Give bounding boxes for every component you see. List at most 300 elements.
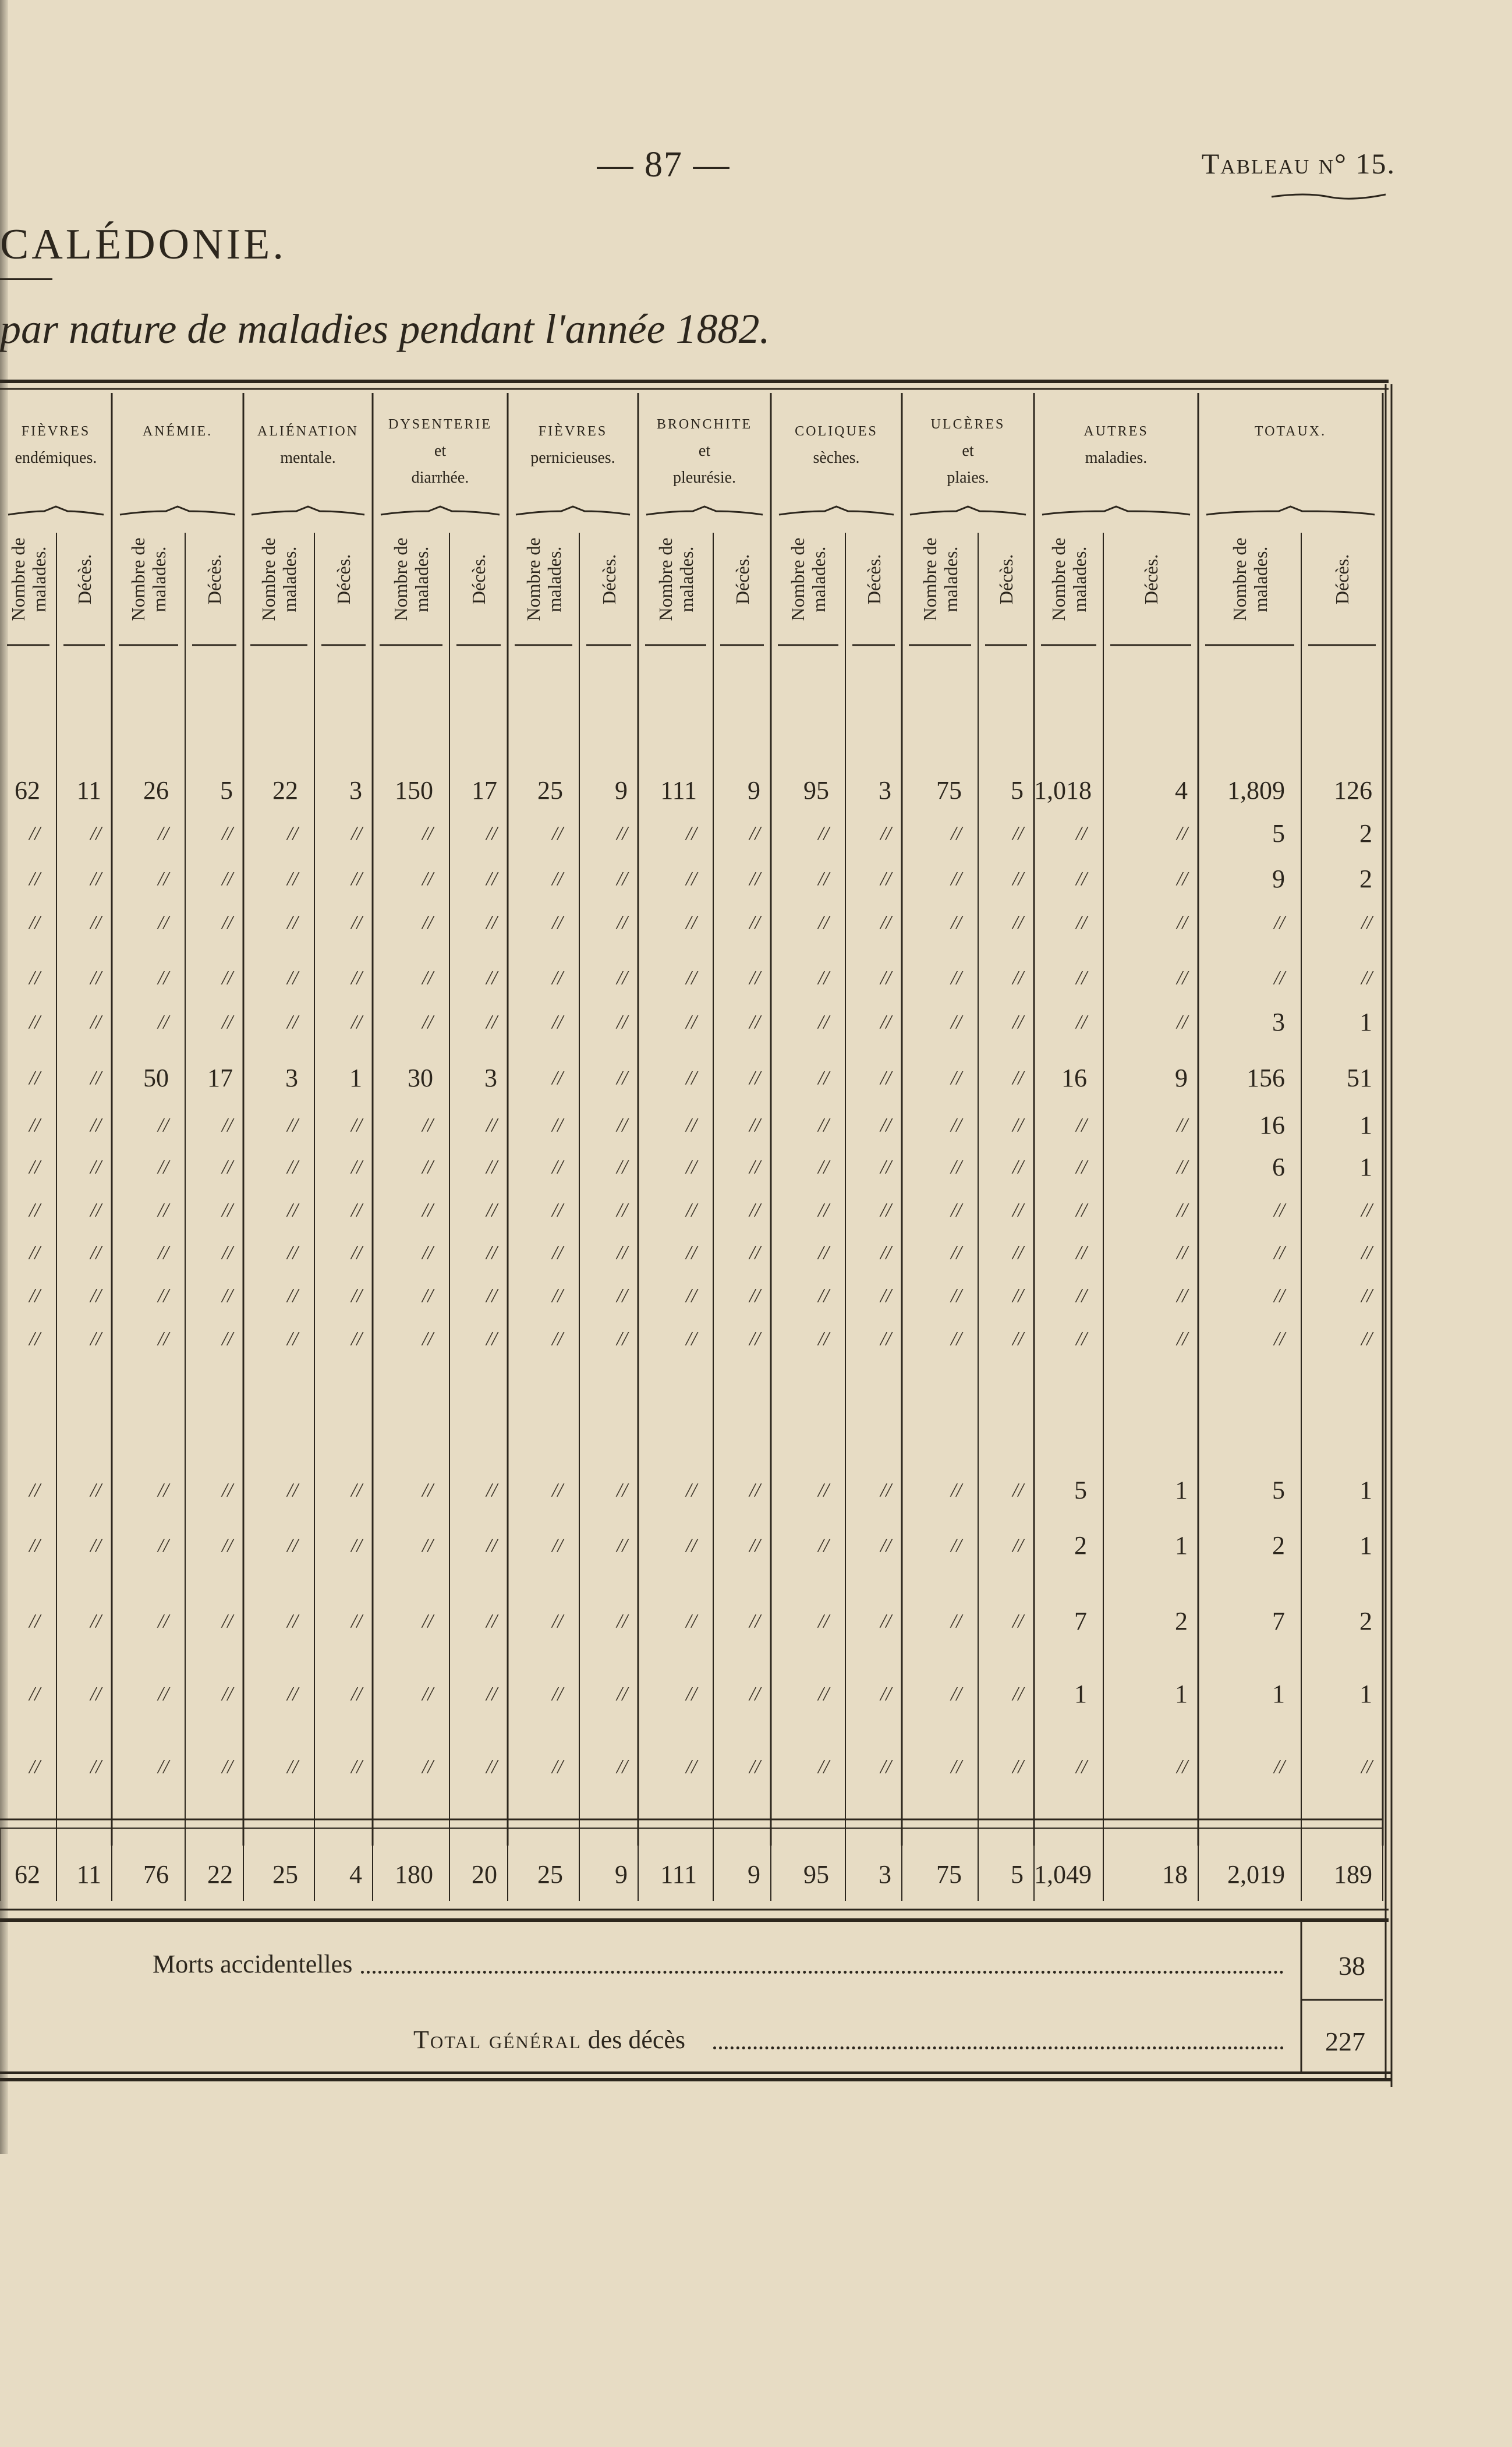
table-cell: 17 [472, 776, 497, 805]
group-header-line: diarrhée. [411, 469, 469, 487]
table-cell: // [158, 1479, 169, 1501]
table-cell: // [351, 1683, 362, 1705]
col-header-deces: Décès. [73, 554, 95, 605]
table-cell: 26 [143, 776, 169, 805]
table-cell: // [158, 1328, 169, 1350]
table-cell: // [686, 1683, 697, 1705]
table-cell: // [880, 823, 891, 844]
table-cell: // [686, 1610, 697, 1632]
table-cell: 30 [408, 1064, 433, 1092]
table-cell: // [222, 1156, 233, 1178]
group-header [1034, 418, 1198, 472]
total-general-value: 227 [1325, 2027, 1365, 2056]
table-cell: // [1012, 1242, 1024, 1263]
table-cell: 1 [1074, 1680, 1087, 1708]
table-cell: // [1012, 1011, 1024, 1033]
table-cell: // [90, 1328, 101, 1350]
table-cell: // [351, 912, 362, 933]
table-cell: // [818, 1610, 829, 1632]
table-cell: // [749, 868, 760, 890]
table-cell: 75 [936, 776, 962, 805]
table-cell: // [29, 1610, 40, 1632]
table-cell: // [90, 1114, 101, 1136]
table-cell: // [90, 1199, 101, 1221]
table-cell: // [552, 1011, 563, 1033]
table-cell: // [880, 1610, 891, 1632]
table-cell: // [951, 1756, 962, 1777]
table-cell: // [617, 868, 628, 890]
table-cell: // [686, 868, 697, 890]
group-header [902, 411, 1034, 491]
table-cell: // [686, 1067, 697, 1089]
table-cell: // [880, 868, 891, 890]
table-cell: // [422, 823, 433, 844]
table-cell: // [686, 912, 697, 933]
table-cell: // [29, 823, 40, 844]
leader-dots [713, 2041, 1284, 2049]
table-cell: 62 [15, 776, 40, 805]
table-cell: // [552, 912, 563, 933]
table-cell: // [29, 967, 40, 989]
col-header-malades: Nombre de malades. [654, 537, 697, 621]
total-general-label-rest: des décès [581, 2025, 686, 2054]
tableau-number: Tableau n° 15. [1201, 147, 1396, 180]
table-cell: 5 [1074, 1476, 1087, 1504]
table-cell: // [29, 1114, 40, 1136]
table-cell: // [880, 1156, 891, 1178]
table-cell: // [90, 1535, 101, 1556]
table-cell: // [486, 912, 497, 933]
table-cell: // [686, 1156, 697, 1178]
table-cell: // [486, 1683, 497, 1705]
table-cell: // [617, 1535, 628, 1556]
table-cell: // [686, 1242, 697, 1263]
table-cell: // [686, 1756, 697, 1777]
table-cell: // [1361, 1328, 1372, 1350]
table-cell: // [351, 868, 362, 890]
table-cell: // [422, 1479, 433, 1501]
table-cell: 7 [1074, 1607, 1087, 1635]
group-header-line: FIÈVRES [538, 424, 608, 439]
table-cell: 22 [272, 776, 298, 805]
table-cell: 1 [1359, 1680, 1372, 1708]
table-cell: // [422, 1156, 433, 1178]
group-header-line: plaies. [947, 469, 989, 487]
table-cell: 1 [1175, 1531, 1188, 1560]
group-header-line: AUTRES [1083, 424, 1149, 439]
table-cell: // [880, 1479, 891, 1501]
table-cell: // [486, 1535, 497, 1556]
table-cell: 11 [76, 776, 101, 805]
table-cell: // [552, 823, 563, 844]
table-cell: 150 [395, 776, 433, 805]
totals-cell: 111 [660, 1860, 697, 1889]
table-cell: // [29, 1242, 40, 1263]
table-cell: // [158, 912, 169, 933]
table-cell: // [951, 823, 962, 844]
table-cell: // [351, 1011, 362, 1033]
table-cell: 16 [1061, 1064, 1087, 1092]
group-brace [252, 507, 364, 515]
table-cell: // [1076, 1242, 1087, 1263]
table-cell: // [90, 1479, 101, 1501]
table-cell: // [351, 1535, 362, 1556]
table-cell: // [29, 1683, 40, 1705]
group-brace [910, 507, 1026, 515]
totals-cell: 76 [143, 1860, 169, 1889]
table-cell: // [287, 1328, 298, 1350]
total-general-label-sc: Total général [413, 2025, 582, 2054]
table-cell: // [818, 1156, 829, 1178]
table-cell: // [552, 1535, 563, 1556]
table-cell: // [617, 1067, 628, 1089]
table-cell: // [617, 1242, 628, 1263]
table-cell: // [486, 1285, 497, 1306]
table-cell: // [158, 1610, 169, 1632]
table-cell: // [287, 1610, 298, 1632]
totals-cell: 9 [748, 1860, 760, 1889]
table-cell: // [749, 1285, 760, 1306]
table-cell: // [951, 1114, 962, 1136]
table-cell: // [1012, 1114, 1024, 1136]
table-cell: // [818, 1756, 829, 1777]
table-cell: // [351, 1114, 362, 1136]
table-cell: // [818, 1067, 829, 1089]
table-cell: // [1177, 1199, 1188, 1221]
table-cell: // [422, 1610, 433, 1632]
table-cell: 7 [1272, 1607, 1285, 1635]
table-cell: // [351, 1756, 362, 1777]
table-cell: // [29, 868, 40, 890]
table-cell: // [90, 1067, 101, 1089]
table-cell: // [818, 1285, 829, 1306]
table-cell: // [90, 1683, 101, 1705]
table-cell: // [1076, 823, 1087, 844]
table-cell: // [552, 1242, 563, 1263]
table-cell: 1,809 [1227, 776, 1285, 805]
group-header-line: et [698, 442, 711, 460]
table-cell: // [1177, 1328, 1188, 1350]
table-cell: // [951, 912, 962, 933]
table-cell: // [880, 1199, 891, 1221]
table-cell: // [617, 1285, 628, 1306]
table-cell: // [1274, 1328, 1285, 1350]
col-header-malades: Nombre de malades. [1047, 537, 1090, 621]
table-cell: // [686, 1199, 697, 1221]
table-cell: // [158, 1156, 169, 1178]
col-header-malades: Nombre de malades. [128, 537, 169, 621]
group-header-line: et [962, 442, 974, 460]
table-cell: 126 [1334, 776, 1372, 805]
table-cell: // [1361, 1756, 1372, 1777]
table-cell: // [951, 1328, 962, 1350]
table-cell: // [749, 823, 760, 844]
table-cell: // [818, 1199, 829, 1221]
totals-cell: 3 [879, 1860, 891, 1889]
table-cell: // [1076, 1114, 1087, 1136]
table-cell: // [951, 1683, 962, 1705]
table-cell: // [1012, 1285, 1024, 1306]
table-cell: // [287, 868, 298, 890]
table-cell: // [1012, 1067, 1024, 1089]
table-cell: // [686, 1114, 697, 1136]
table-cell: // [749, 1328, 760, 1350]
table-cell: // [351, 1285, 362, 1306]
table-cell: // [422, 868, 433, 890]
table-cell: // [158, 1114, 169, 1136]
table-cell: // [552, 1114, 563, 1136]
group-header-line: COLIQUES [795, 424, 878, 439]
table-cell: // [1076, 868, 1087, 890]
group-header [112, 418, 243, 445]
table-cell: // [29, 1067, 40, 1089]
group-header [373, 411, 508, 491]
table-cell: // [1177, 1242, 1188, 1263]
group-header-line: TOTAUX. [1254, 424, 1327, 439]
table-cell: 9 [615, 776, 628, 805]
table-cell: // [951, 1479, 962, 1501]
table-cell: // [951, 1199, 962, 1221]
table-cell: 17 [207, 1064, 233, 1092]
group-header-line: ANÉMIE. [142, 424, 213, 439]
table-cell: // [158, 1242, 169, 1263]
table-cell: // [1076, 1011, 1087, 1033]
table-cell: 5 [1272, 819, 1285, 848]
table-cell: // [486, 1199, 497, 1221]
table-cell: // [686, 1285, 697, 1306]
table-cell: // [422, 1285, 433, 1306]
table-cell: // [880, 967, 891, 989]
table-cell: // [1274, 1756, 1285, 1777]
table-cell: // [486, 1242, 497, 1263]
table-cell: // [1012, 1156, 1024, 1178]
table-cell: // [617, 823, 628, 844]
table-cell: // [486, 967, 497, 989]
table-cell: // [617, 1328, 628, 1350]
table-cell: // [617, 1156, 628, 1178]
totals-cell: 5 [1011, 1860, 1024, 1889]
table-cell: 50 [143, 1064, 169, 1092]
totals-cell: 180 [395, 1860, 433, 1889]
table-cell: // [287, 1535, 298, 1556]
table-cell: // [90, 1756, 101, 1777]
table-cell: 1 [1359, 1531, 1372, 1560]
table-cell: // [749, 1114, 760, 1136]
table-cell: // [158, 1285, 169, 1306]
table-cell: // [552, 967, 563, 989]
table-cell: // [749, 1683, 760, 1705]
table-cell: // [351, 1479, 362, 1501]
table-cell: // [1177, 1285, 1188, 1306]
totals-cell: 22 [207, 1860, 233, 1889]
table-cell: // [29, 912, 40, 933]
table-cell: // [1012, 1683, 1024, 1705]
table-cell: // [686, 823, 697, 844]
table-cell: // [749, 967, 760, 989]
table-cell: // [818, 912, 829, 933]
table-cell: // [158, 1535, 169, 1556]
table-cell: // [1177, 1011, 1188, 1033]
col-header-deces: Décès. [333, 554, 354, 605]
table-cell: // [749, 1479, 760, 1501]
table-cell: // [351, 1242, 362, 1263]
table-cell: // [880, 1114, 891, 1136]
table-cell: 2 [1175, 1607, 1188, 1635]
table-cell: // [749, 1610, 760, 1632]
table-cell: 3 [1272, 1008, 1285, 1036]
table-cell: // [617, 1756, 628, 1777]
table-cell: // [880, 1328, 891, 1350]
col-header-deces: Décès. [204, 554, 225, 605]
table-cell: // [1076, 1156, 1087, 1178]
table-cell: // [422, 1199, 433, 1221]
table-cell: // [1177, 1156, 1188, 1178]
table-cell: // [29, 1199, 40, 1221]
table-cell: // [222, 1199, 233, 1221]
group-brace [779, 507, 894, 515]
table-cell: 2 [1359, 1607, 1372, 1635]
table-cell: // [422, 1242, 433, 1263]
table-cell: // [818, 1683, 829, 1705]
table-cell: // [1274, 1199, 1285, 1221]
morts-accidentelles-value: 38 [1339, 1951, 1365, 1981]
table-cell: // [90, 967, 101, 989]
table-cell: 2 [1074, 1531, 1087, 1560]
table-cell: // [818, 1011, 829, 1033]
table-cell: // [486, 868, 497, 890]
table-cell: 1,018 [1034, 776, 1092, 805]
table-cell: // [1177, 967, 1188, 989]
totals-cell: 62 [15, 1860, 40, 1889]
totals-cell: 75 [936, 1860, 962, 1889]
table-cell: // [880, 1683, 891, 1705]
table-cell: // [1076, 967, 1087, 989]
table-cell: // [287, 1285, 298, 1306]
table-cell: // [29, 1535, 40, 1556]
table-cell: 1 [1359, 1476, 1372, 1504]
table-cell: // [1012, 1756, 1024, 1777]
table-cell: // [749, 1756, 760, 1777]
table-cell: // [1012, 912, 1024, 933]
table-cell: // [880, 1756, 891, 1777]
table-cell: // [686, 1479, 697, 1501]
col-header-deces: Décès. [731, 554, 753, 605]
table-cell: // [749, 1067, 760, 1089]
group-brace [646, 507, 763, 515]
table-cell: 4 [1175, 776, 1188, 805]
table-cell: // [686, 1011, 697, 1033]
table-cell: // [686, 1535, 697, 1556]
table-cell: 95 [803, 776, 829, 805]
table-cell: // [951, 1285, 962, 1306]
table-cell: // [880, 1011, 891, 1033]
table-cell: // [1274, 912, 1285, 933]
col-header-malades: Nombre de malades. [919, 537, 961, 621]
table-cell: // [552, 1067, 563, 1089]
table-cell: // [1177, 1756, 1188, 1777]
table-cell: // [222, 868, 233, 890]
table-cell: // [880, 1242, 891, 1263]
table-cell: // [1076, 912, 1087, 933]
table-cell: // [552, 1328, 563, 1350]
table-cell: // [222, 1242, 233, 1263]
table-cell: 111 [660, 776, 697, 805]
table-cell: // [158, 1011, 169, 1033]
table-cell: // [287, 967, 298, 989]
group-header-line: endémiques. [15, 449, 97, 467]
group-header-line: pleurésie. [672, 469, 736, 487]
table-cell: // [90, 1156, 101, 1178]
table-cell: // [617, 1683, 628, 1705]
col-header-deces: Décès. [598, 554, 619, 605]
table-cell: // [1012, 1610, 1024, 1632]
table-cell: 1 [1175, 1476, 1188, 1504]
table-cell: // [617, 912, 628, 933]
table-cell: // [486, 1756, 497, 1777]
table-cell: // [90, 1011, 101, 1033]
table-cell: // [749, 912, 760, 933]
col-header-malades: Nombre de malades. [787, 537, 829, 621]
table-cell: // [351, 1610, 362, 1632]
table-cell: // [222, 1285, 233, 1306]
table-cell: 1 [1359, 1111, 1372, 1139]
table-cell: // [1274, 967, 1285, 989]
table-cell: // [951, 868, 962, 890]
table-cell: // [222, 912, 233, 933]
table-cell: // [287, 1114, 298, 1136]
group-header-line: DYSENTERIE [388, 417, 492, 432]
table-cell: // [1274, 1242, 1285, 1263]
table-cell: // [552, 1479, 563, 1501]
table-cell: // [880, 1535, 891, 1556]
group-brace [120, 507, 235, 515]
table-cell: // [222, 1479, 233, 1501]
table-cell: // [422, 1328, 433, 1350]
table-cell: // [222, 1011, 233, 1033]
table-cell: // [287, 912, 298, 933]
table-cell: // [351, 1328, 362, 1350]
table-cell: // [951, 1156, 962, 1178]
table-cell: // [818, 1479, 829, 1501]
table-cell: // [29, 1328, 40, 1350]
leader-dots [361, 1965, 1284, 1974]
table-cell: // [1177, 912, 1188, 933]
table-cell: // [1012, 1328, 1024, 1350]
table-cell: // [1177, 868, 1188, 890]
table-cell: 6 [1272, 1153, 1285, 1181]
table-cell: // [818, 1328, 829, 1350]
table-cell: 1 [1359, 1008, 1372, 1036]
table-cell: // [486, 823, 497, 844]
table-cell: // [1361, 1242, 1372, 1263]
table-cell: // [1361, 1285, 1372, 1306]
group-header-line: BRONCHITE [656, 417, 753, 432]
table-cell: // [1076, 1199, 1087, 1221]
table-cell: 2 [1359, 819, 1372, 848]
table-cell: // [1361, 912, 1372, 933]
table-cell: // [617, 1610, 628, 1632]
group-brace [1206, 507, 1375, 515]
table-cell: // [486, 1114, 497, 1136]
title-rule [0, 278, 52, 280]
table-cell: 5 [220, 776, 233, 805]
table-cell: // [158, 823, 169, 844]
table-cell: // [158, 868, 169, 890]
table-cell: // [951, 1067, 962, 1089]
col-header-malades: Nombre de malades. [522, 537, 565, 621]
table-cell: // [552, 1610, 563, 1632]
table-cell: // [422, 967, 433, 989]
